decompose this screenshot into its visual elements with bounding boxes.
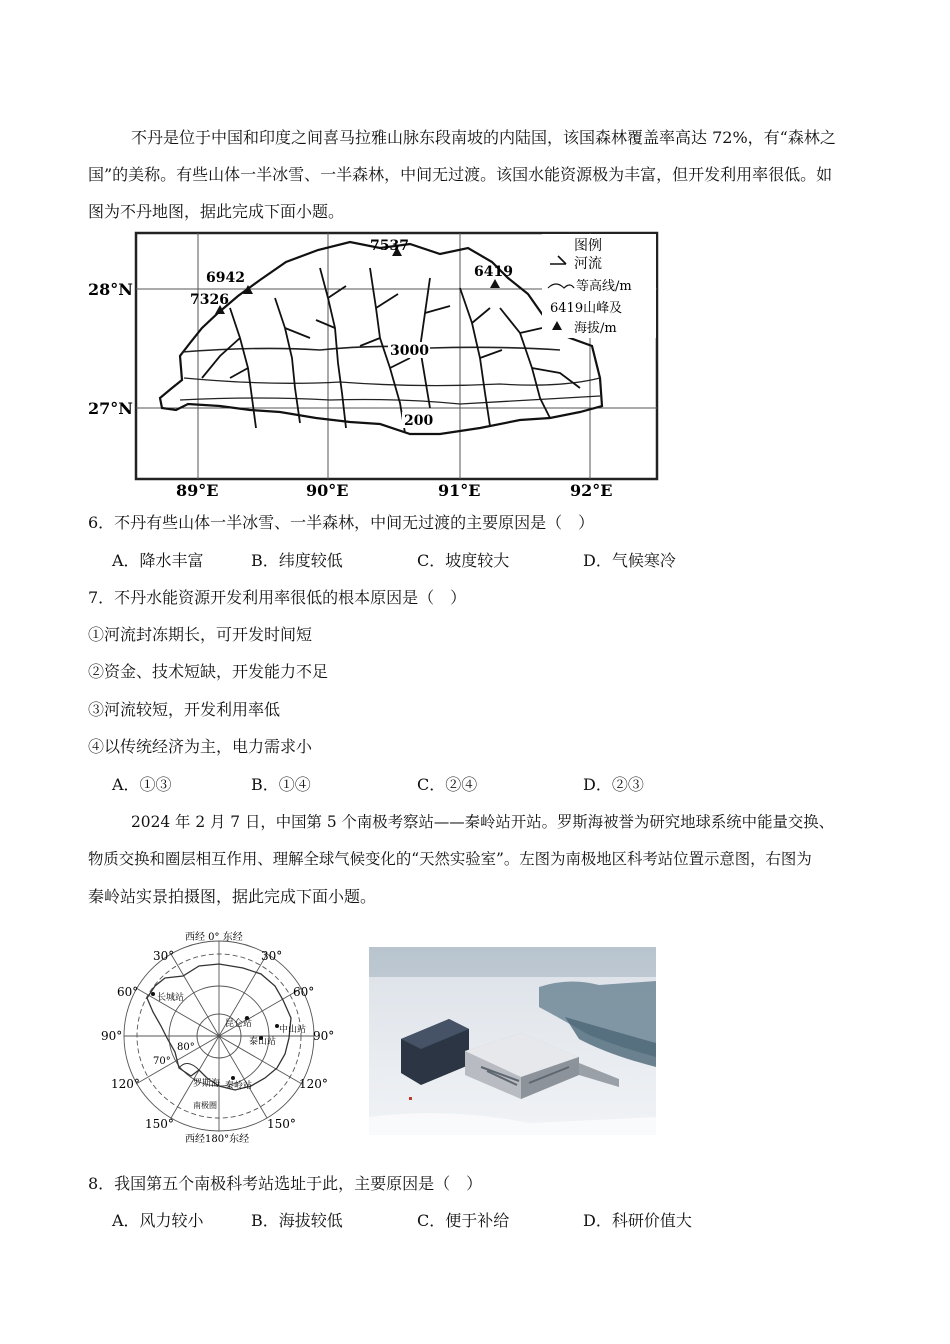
legend-peak-line1: 6419山峰及	[550, 301, 623, 316]
polar-top-label: 西经 0° 东经	[185, 932, 243, 943]
antarctic-polar-map	[95, 928, 345, 1148]
q7-item-2: ②资金、技术短缺，开发能力不足	[88, 662, 329, 681]
q7-item-3: ③河流较短，开发利用率低	[88, 700, 281, 719]
q6-option-a[interactable]: A．降水丰富	[112, 551, 204, 570]
lat-label-27n: 27°N	[88, 399, 133, 418]
q7-option-c[interactable]: C．②④	[417, 775, 478, 794]
lon-label-92e: 92°E	[570, 481, 613, 500]
intro1-line1: 不丹是位于中国和印度之间喜马拉雅山脉东段南坡的内陆国，该国森林覆盖率高达 72%，有“森林之	[131, 128, 836, 147]
intro2-line3: 秦岭站实景拍摄图，据此完成下面小题。	[88, 887, 377, 906]
lon-label-89e: 89°E	[176, 481, 219, 500]
q8-option-d[interactable]: D．科研价值大	[583, 1211, 692, 1230]
polar-right-60: 60°	[293, 985, 315, 999]
station-zhongshan: 中山站	[279, 1025, 307, 1035]
polar-top-right-30: 30°	[261, 949, 283, 963]
station-taishan: 泰山站	[249, 1037, 277, 1047]
lon-label-90e: 90°E	[306, 481, 349, 500]
q7-options	[112, 772, 872, 796]
q6-options	[112, 548, 872, 572]
contour-label-3000: 3000	[390, 343, 429, 359]
label-ross-sea: 罗斯海	[193, 1079, 221, 1089]
polar-right-150: 150°	[267, 1117, 296, 1131]
contour-label-200: 200	[404, 413, 434, 429]
polar-left-90: 90°	[101, 1029, 123, 1043]
q8-option-a[interactable]: A．风力较小	[112, 1211, 204, 1230]
q6-stem: 6．不丹有些山体一半冰雪、一半森林，中间无过渡的主要原因是（ ）	[88, 513, 595, 532]
qinling-station-photo	[369, 947, 656, 1135]
peak-label-7326: 7326	[190, 292, 229, 308]
q7-item-4: ④以传统经济为主，电力需求小	[88, 737, 313, 756]
polar-right-90: 90°	[313, 1029, 335, 1043]
q6-option-b[interactable]: B．纬度较低	[251, 551, 343, 570]
antarctic-circle-label: 南极圈	[193, 1101, 217, 1110]
polar-bottom-label: 西经180°东经	[185, 1134, 250, 1145]
q7-item-1: ①河流封冻期长，可开发时间短	[88, 625, 313, 644]
peak-label-7537: 7537	[370, 238, 409, 254]
peak-label-6419: 6419	[474, 264, 513, 280]
legend-contour: 等高线/m	[576, 279, 632, 294]
intro1-line2: 国”的美称。有些山体一半冰雪、一半森林，中间无过渡。该国水能资源极为丰富，但开发利用率很低。如	[88, 165, 833, 184]
q8-option-c[interactable]: C．便于补给	[417, 1211, 510, 1230]
polar-lat-80: 80°	[177, 1042, 195, 1053]
intro1-line3: 图为不丹地图，据此完成下面小题。	[88, 202, 345, 221]
legend-title: 图例	[574, 238, 602, 254]
polar-right-120: 120°	[299, 1077, 328, 1091]
station-changcheng: 长城站	[157, 993, 185, 1003]
bhutan-map	[80, 228, 680, 503]
map-legend	[542, 234, 656, 338]
station-kunlun: 昆仑站	[225, 1019, 253, 1029]
peak-label-6942: 6942	[206, 270, 245, 286]
polar-lat-70: 70°	[153, 1056, 171, 1067]
legend-river: 河流	[574, 256, 602, 272]
intro2-line2: 物质交换和圈层相互作用、理解全球气候变化的“天然实验室”。左图为南极地区科考站位置示意图，右图为	[88, 850, 812, 868]
intro2-line1: 2024 年 2 月 7 日，中国第 5 个南极考察站——秦岭站开站。罗斯海被誉为研究地球系统中能量交换、	[131, 813, 835, 831]
q8-stem: 8．我国第五个南极科考站选址于此，主要原因是（ ）	[88, 1174, 483, 1193]
q6-option-c[interactable]: C．坡度较大	[417, 551, 510, 570]
polar-left-60: 60°	[117, 985, 139, 999]
station-qinling: 秦岭站	[225, 1081, 253, 1091]
polar-left-120: 120°	[111, 1077, 140, 1091]
q7-option-d[interactable]: D．②③	[583, 775, 644, 794]
q6-option-d[interactable]: D．气候寒冷	[583, 551, 676, 570]
q8-option-b[interactable]: B．海拔较低	[251, 1211, 343, 1230]
legend-peak-line2: 海拔/m	[574, 321, 617, 336]
q7-option-a[interactable]: A．①③	[112, 775, 172, 794]
lon-label-91e: 91°E	[438, 481, 481, 500]
polar-top-left-30: 30°	[153, 949, 175, 963]
polar-left-150: 150°	[145, 1117, 174, 1131]
q7-stem: 7．不丹水能资源开发利用率很低的根本原因是（ ）	[88, 588, 467, 607]
q8-options	[112, 1208, 872, 1232]
lat-label-28n: 28°N	[88, 280, 133, 299]
q7-option-b[interactable]: B．①④	[251, 775, 311, 794]
